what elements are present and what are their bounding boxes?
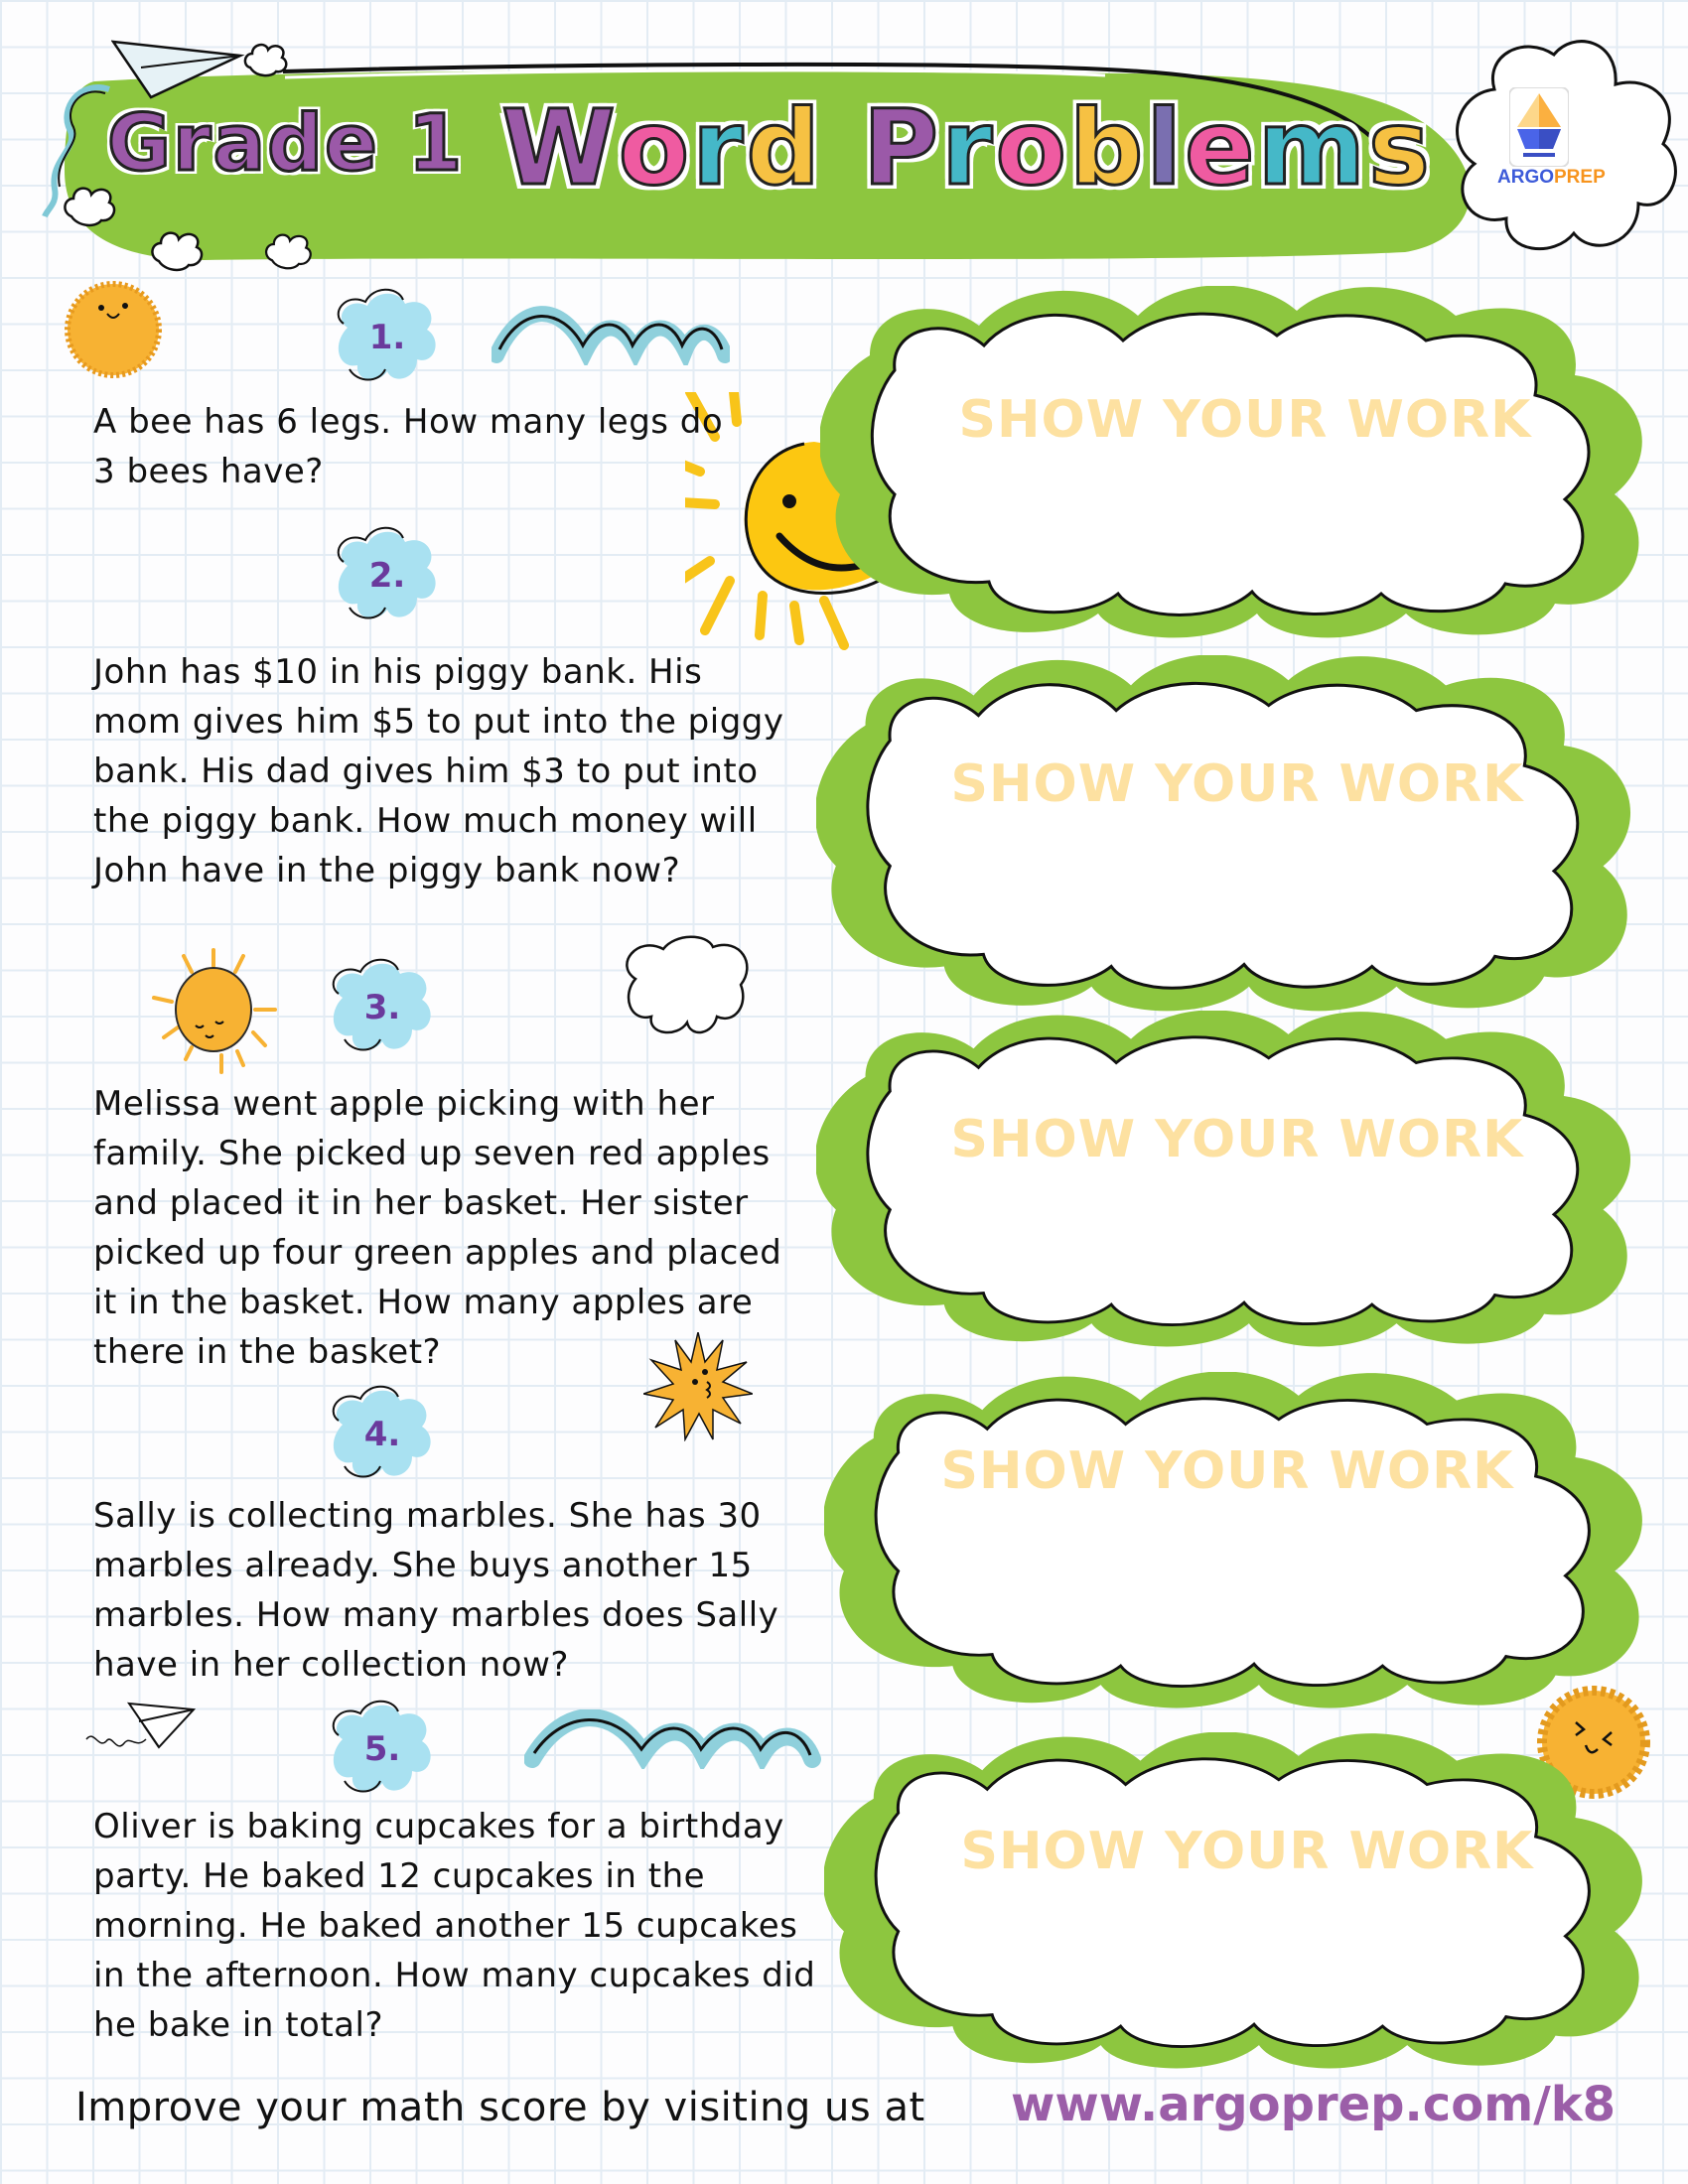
grade-title: Grade 1 (107, 99, 465, 189)
logo-pen-icon (1509, 87, 1569, 167)
title-letter: m (1257, 87, 1368, 208)
work-cloud-shape (816, 655, 1658, 1013)
cloud-icon (260, 226, 320, 271)
show-your-work-area-4[interactable] (824, 1372, 1670, 1709)
show-your-work-label: SHOW YOUR WORK (950, 754, 1524, 814)
title-letter: e (1185, 87, 1258, 208)
sun-icon (62, 278, 165, 381)
show-your-work-label: SHOW YOUR WORK (950, 1110, 1524, 1169)
footer-link[interactable]: www.argoprep.com/k8 (1011, 2077, 1617, 2132)
sleepy-sun-icon (144, 948, 283, 1077)
problem-number: 5. (363, 1729, 401, 1769)
wave-doodle-icon (524, 1709, 822, 1769)
paper-plane-icon (111, 38, 250, 107)
wave-doodle-icon (492, 306, 730, 365)
title-letter: o (995, 87, 1069, 208)
outline-cloud-icon (618, 935, 757, 1044)
problem-number: 4. (363, 1415, 401, 1454)
cloud-icon (149, 223, 209, 273)
title-letter: o (618, 87, 693, 208)
title-letter: P (862, 87, 942, 208)
title-letter (823, 87, 863, 208)
problem-1-text: A bee has 6 legs. How many legs do 3 bees have? (93, 402, 724, 491)
title-letter: W (501, 87, 619, 208)
problem-4-text: Sally is collecting marbles. She has 30 marbles already. She buys another 15 marbles. How many marbles does Sally have in her collection now? (93, 1496, 779, 1685)
footer-text: Improve your math score by visiting us at (75, 2085, 925, 2130)
problem-number: 1. (368, 318, 406, 357)
problem-number-badge (323, 958, 442, 1057)
problem-number-badge (328, 526, 447, 625)
logo-text: ARGOPREP (1497, 167, 1606, 188)
problem-5-text: Oliver is baking cupcakes for a birthday party. He baked 12 cupcakes in the morning. He baked another 15 cupcakes in the afternoon. How many cupcakes did he bake in total? (93, 1807, 816, 2045)
title-letter: d (746, 87, 823, 208)
show-your-work-area-2[interactable] (816, 655, 1658, 1013)
show-your-work-area-3[interactable] (816, 1011, 1658, 1348)
work-cloud-shape (824, 1732, 1670, 2070)
show-your-work-label: SHOW YOUR WORK (940, 1441, 1514, 1501)
title-letter: l (1146, 87, 1186, 208)
show-your-work-label: SHOW YOUR WORK (958, 390, 1532, 450)
problem-number-badge (328, 288, 447, 387)
page-title (501, 87, 1433, 208)
paper-plane-icon (84, 1700, 204, 1759)
show-your-work-label: SHOW YOUR WORK (960, 1822, 1534, 1881)
title-letter: b (1068, 87, 1147, 208)
title-letter: r (941, 87, 996, 208)
show-your-work-area-5[interactable] (824, 1732, 1670, 2070)
problem-number-badge (323, 1700, 442, 1799)
show-your-work-area-1[interactable] (820, 286, 1670, 639)
problem-number: 2. (368, 556, 406, 596)
problem-3-text: Melissa went apple picking with her family. She picked up seven red apples and placed it in her basket. Her sister picked up four green apples and placed it in the basket. How many apples are there in the basket? (93, 1084, 782, 1372)
problem-number-badge (323, 1385, 442, 1484)
title-letter: s (1367, 87, 1433, 208)
work-cloud-shape (824, 1372, 1670, 1709)
problem-number: 3. (363, 988, 401, 1027)
title-letter: r (692, 87, 747, 208)
work-cloud-shape (820, 286, 1670, 639)
work-cloud-shape (816, 1011, 1658, 1348)
cloud-icon (242, 38, 292, 77)
problem-2-text: John has $10 in his piggy bank. His mom gives him $5 to put into the piggy bank. His dad gives him $3 to put into the piggy bank. How much money will John have in the piggy bank now? (93, 652, 784, 890)
